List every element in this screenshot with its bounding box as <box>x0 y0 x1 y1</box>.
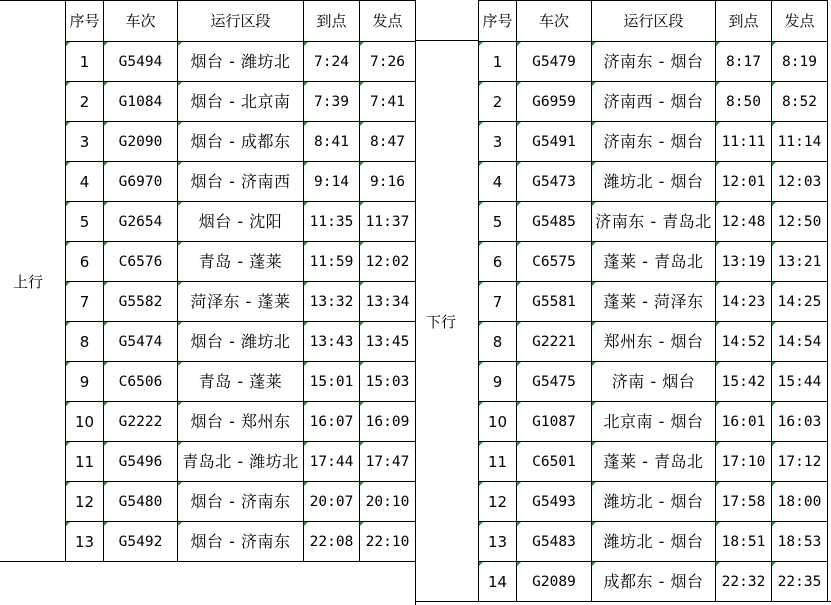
departure-time-cell: 14:54 <box>772 322 828 362</box>
table-row <box>66 202 416 242</box>
route-cell: 济南 - 烟台 <box>592 362 716 402</box>
table-row <box>479 482 828 522</box>
departure-time-cell: 12:02 <box>360 242 416 282</box>
table-row <box>479 82 828 122</box>
table-row <box>66 42 416 82</box>
train-number-cell: G5474 <box>104 322 178 362</box>
arrival-time-cell: 22:08 <box>304 522 360 562</box>
table-row <box>479 522 828 562</box>
train-number-cell: G2222 <box>104 402 178 442</box>
index-cell: 11 <box>479 442 517 482</box>
top-border-line <box>0 0 66 1</box>
table-row <box>479 122 828 162</box>
train-number-cell: G5492 <box>104 522 178 562</box>
departure-time-cell: 18:00 <box>772 482 828 522</box>
departure-time-cell: 18:53 <box>772 522 828 562</box>
downbound-table <box>478 0 828 602</box>
table-row <box>479 362 828 402</box>
train-number-cell: G5473 <box>517 162 592 202</box>
route-cell: 潍坊北 - 烟台 <box>592 482 716 522</box>
route-cell: 济南东 - 烟台 <box>592 122 716 162</box>
header-index: 序号 <box>66 1 104 42</box>
index-cell: 9 <box>66 362 104 402</box>
train-number-cell: G2654 <box>104 202 178 242</box>
departure-time-cell: 14:25 <box>772 282 828 322</box>
header-departure: 发点 <box>772 1 828 42</box>
route-cell: 青岛 - 蓬莱 <box>178 242 304 282</box>
table-row <box>479 42 828 82</box>
index-cell: 12 <box>66 482 104 522</box>
arrival-time-cell: 12:01 <box>716 162 772 202</box>
index-cell: 12 <box>479 482 517 522</box>
index-cell: 7 <box>479 282 517 322</box>
index-cell: 5 <box>479 202 517 242</box>
train-number-cell: G5483 <box>517 522 592 562</box>
index-cell: 10 <box>479 402 517 442</box>
route-cell: 成都东 - 烟台 <box>592 562 716 602</box>
header-route: 运行区段 <box>178 1 304 42</box>
index-cell: 5 <box>66 202 104 242</box>
route-cell: 青岛 - 蓬莱 <box>178 362 304 402</box>
table-row <box>66 362 416 402</box>
departure-time-cell: 8:52 <box>772 82 828 122</box>
train-number-cell: G5485 <box>517 202 592 242</box>
table-row <box>479 202 828 242</box>
route-cell: 烟台 - 济南东 <box>178 522 304 562</box>
table-row <box>66 322 416 362</box>
header-arrival: 到点 <box>716 1 772 42</box>
arrival-time-cell: 20:07 <box>304 482 360 522</box>
train-number-cell: G5582 <box>104 282 178 322</box>
train-number-cell: C6576 <box>104 242 178 282</box>
departure-time-cell: 13:45 <box>360 322 416 362</box>
header-departure: 发点 <box>360 1 416 42</box>
route-cell: 烟台 - 北京南 <box>178 82 304 122</box>
train-number-cell: C6501 <box>517 442 592 482</box>
route-cell: 济南东 - 烟台 <box>592 42 716 82</box>
header-index: 序号 <box>479 1 517 42</box>
departure-time-cell: 7:26 <box>360 42 416 82</box>
departure-time-cell: 8:19 <box>772 42 828 82</box>
route-cell: 烟台 - 郑州东 <box>178 402 304 442</box>
index-cell: 14 <box>479 562 517 602</box>
index-cell: 4 <box>479 162 517 202</box>
departure-time-cell: 17:12 <box>772 442 828 482</box>
departure-time-cell: 22:10 <box>360 522 416 562</box>
train-number-cell: G1084 <box>104 82 178 122</box>
departure-time-cell: 22:35 <box>772 562 828 602</box>
index-cell: 13 <box>479 522 517 562</box>
table-row <box>66 442 416 482</box>
route-cell: 郑州东 - 烟台 <box>592 322 716 362</box>
header-route: 运行区段 <box>592 1 716 42</box>
arrival-time-cell: 14:52 <box>716 322 772 362</box>
route-cell: 蓬莱 - 菏泽东 <box>592 282 716 322</box>
table-row <box>66 522 416 562</box>
departure-time-cell: 20:10 <box>360 482 416 522</box>
departure-time-cell: 8:47 <box>360 122 416 162</box>
train-number-cell: G5494 <box>104 42 178 82</box>
arrival-time-cell: 9:14 <box>304 162 360 202</box>
arrival-time-cell: 13:19 <box>716 242 772 282</box>
arrival-time-cell: 15:42 <box>716 362 772 402</box>
header-train: 车次 <box>517 1 592 42</box>
route-cell: 蓬莱 - 青岛北 <box>592 442 716 482</box>
arrival-time-cell: 17:44 <box>304 442 360 482</box>
index-cell: 7 <box>66 282 104 322</box>
train-number-cell: C6506 <box>104 362 178 402</box>
route-cell: 烟台 - 济南东 <box>178 482 304 522</box>
index-cell: 4 <box>66 162 104 202</box>
route-cell: 烟台 - 潍坊北 <box>178 322 304 362</box>
arrival-time-cell: 11:11 <box>716 122 772 162</box>
table-row <box>479 562 828 602</box>
arrival-time-cell: 11:35 <box>304 202 360 242</box>
train-number-cell: G5493 <box>517 482 592 522</box>
arrival-time-cell: 14:23 <box>716 282 772 322</box>
arrival-time-cell: 8:41 <box>304 122 360 162</box>
departure-time-cell: 15:03 <box>360 362 416 402</box>
route-cell: 烟台 - 沈阳 <box>178 202 304 242</box>
index-cell: 6 <box>66 242 104 282</box>
index-cell: 2 <box>66 82 104 122</box>
arrival-time-cell: 15:01 <box>304 362 360 402</box>
train-number-cell: C6575 <box>517 242 592 282</box>
index-cell: 9 <box>479 362 517 402</box>
downbound-label: 下行 <box>426 313 457 331</box>
departure-time-cell: 17:47 <box>360 442 416 482</box>
table-row <box>479 402 828 442</box>
arrival-time-cell: 22:32 <box>716 562 772 602</box>
table-row <box>66 242 416 282</box>
arrival-time-cell: 16:01 <box>716 402 772 442</box>
train-number-cell: G6959 <box>517 82 592 122</box>
route-cell: 烟台 - 成都东 <box>178 122 304 162</box>
departure-time-cell: 7:41 <box>360 82 416 122</box>
down-label-top-line <box>416 40 478 41</box>
departure-time-cell: 13:21 <box>772 242 828 282</box>
arrival-time-cell: 17:10 <box>716 442 772 482</box>
departure-time-cell: 12:50 <box>772 202 828 242</box>
arrival-time-cell: 11:59 <box>304 242 360 282</box>
train-number-cell: G6970 <box>104 162 178 202</box>
train-number-cell: G2090 <box>104 122 178 162</box>
departure-time-cell: 16:03 <box>772 402 828 442</box>
train-number-cell: G5475 <box>517 362 592 402</box>
table-row <box>66 482 416 522</box>
departure-time-cell: 16:09 <box>360 402 416 442</box>
train-number-cell: G5491 <box>517 122 592 162</box>
index-cell: 8 <box>479 322 517 362</box>
header-row <box>479 1 828 42</box>
departure-time-cell: 15:44 <box>772 362 828 402</box>
header-train: 车次 <box>104 1 178 42</box>
departure-time-cell: 11:14 <box>772 122 828 162</box>
route-cell: 济南西 - 烟台 <box>592 82 716 122</box>
departure-time-cell: 11:37 <box>360 202 416 242</box>
index-cell: 1 <box>479 42 517 82</box>
train-number-cell: G5480 <box>104 482 178 522</box>
table-row <box>479 162 828 202</box>
index-cell: 2 <box>479 82 517 122</box>
table-row <box>479 242 828 282</box>
table-row <box>66 162 416 202</box>
arrival-time-cell: 8:17 <box>716 42 772 82</box>
train-number-cell: G2089 <box>517 562 592 602</box>
train-number-cell: G5479 <box>517 42 592 82</box>
train-number-cell: G5581 <box>517 282 592 322</box>
train-number-cell: G2221 <box>517 322 592 362</box>
route-cell: 蓬莱 - 青岛北 <box>592 242 716 282</box>
index-cell: 10 <box>66 402 104 442</box>
index-cell: 3 <box>66 122 104 162</box>
route-cell: 青岛北 - 潍坊北 <box>178 442 304 482</box>
departure-time-cell: 13:34 <box>360 282 416 322</box>
arrival-time-cell: 7:24 <box>304 42 360 82</box>
arrival-time-cell: 18:51 <box>716 522 772 562</box>
index-cell: 1 <box>66 42 104 82</box>
index-cell: 11 <box>66 442 104 482</box>
arrival-time-cell: 17:58 <box>716 482 772 522</box>
table-row <box>66 282 416 322</box>
route-cell: 济南东 - 青岛北 <box>592 202 716 242</box>
upbound-table <box>65 0 416 562</box>
departure-time-cell: 9:16 <box>360 162 416 202</box>
arrival-time-cell: 7:39 <box>304 82 360 122</box>
route-cell: 烟台 - 潍坊北 <box>178 42 304 82</box>
index-cell: 3 <box>479 122 517 162</box>
arrival-time-cell: 16:07 <box>304 402 360 442</box>
arrival-time-cell: 12:48 <box>716 202 772 242</box>
route-cell: 潍坊北 - 烟台 <box>592 522 716 562</box>
arrival-time-cell: 13:43 <box>304 322 360 362</box>
index-cell: 8 <box>66 322 104 362</box>
header-arrival: 到点 <box>304 1 360 42</box>
train-number-cell: G1087 <box>517 402 592 442</box>
route-cell: 潍坊北 - 烟台 <box>592 162 716 202</box>
upbound-label: 上行 <box>13 273 44 291</box>
route-cell: 菏泽东 - 蓬莱 <box>178 282 304 322</box>
table-row <box>66 122 416 162</box>
table-row <box>479 442 828 482</box>
train-number-cell: G5496 <box>104 442 178 482</box>
table-row <box>479 282 828 322</box>
route-cell: 烟台 - 济南西 <box>178 162 304 202</box>
table-row <box>66 82 416 122</box>
header-row <box>66 1 416 42</box>
departure-time-cell: 12:03 <box>772 162 828 202</box>
index-cell: 13 <box>66 522 104 562</box>
arrival-time-cell: 8:50 <box>716 82 772 122</box>
route-cell: 北京南 - 烟台 <box>592 402 716 442</box>
table-row <box>479 322 828 362</box>
index-cell: 6 <box>479 242 517 282</box>
arrival-time-cell: 13:32 <box>304 282 360 322</box>
table-row <box>66 402 416 442</box>
